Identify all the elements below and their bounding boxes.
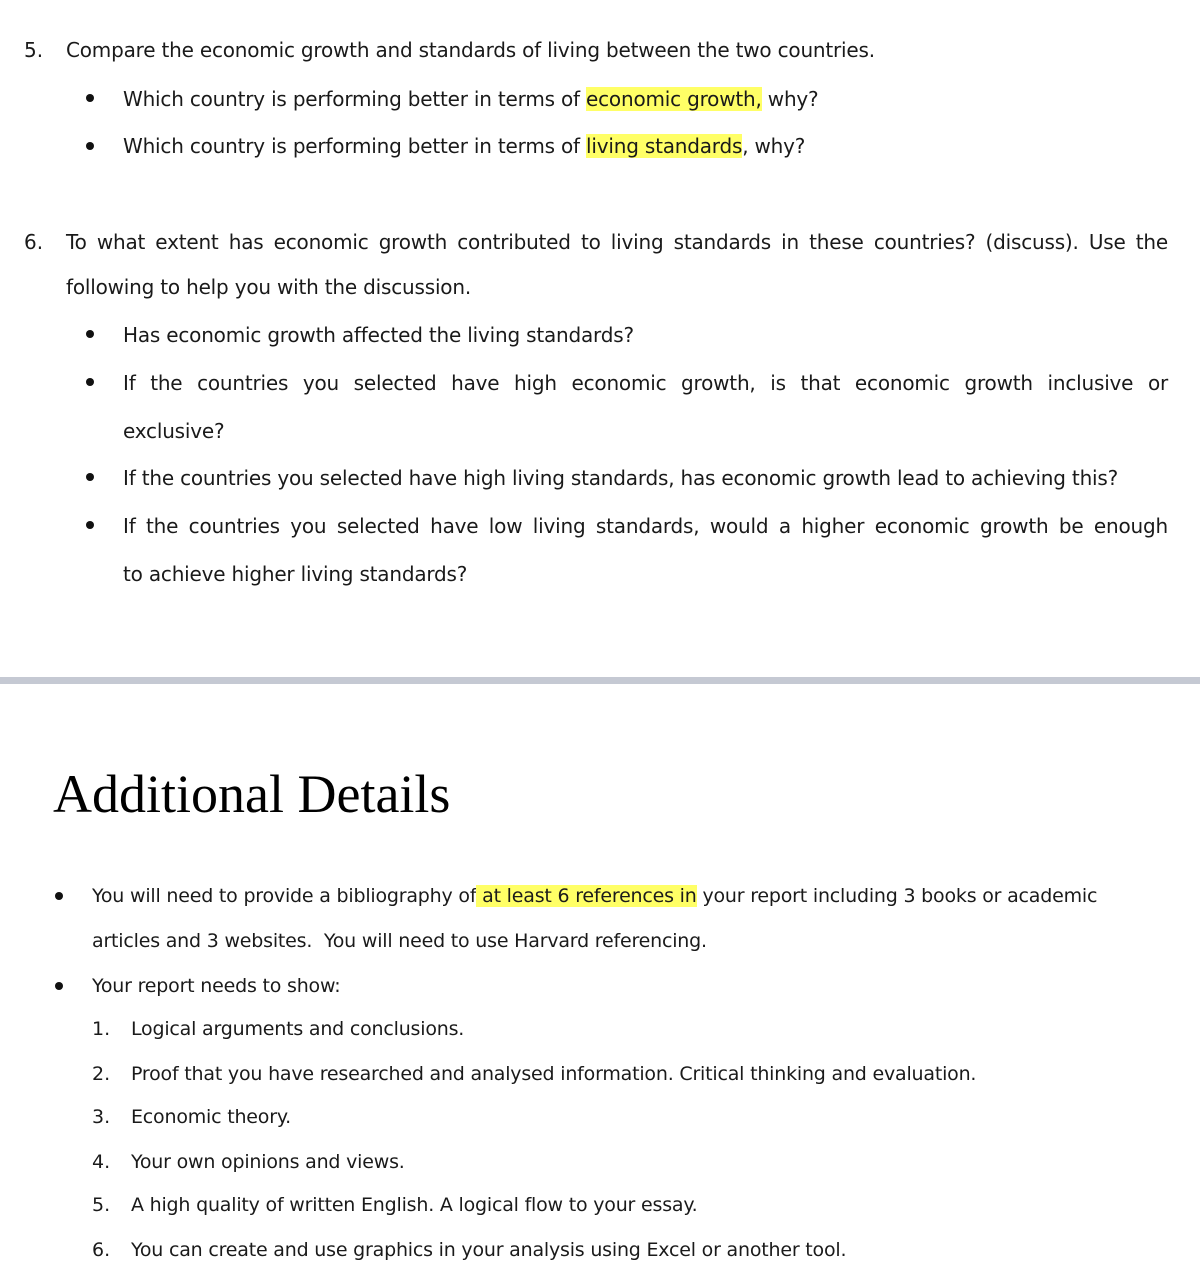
bullet-dot xyxy=(86,473,94,481)
bullet-dot xyxy=(55,982,63,990)
question-6-text-line-1: To what extent has economic growth contributed to living standards in these countries? (discuss). Use the xyxy=(66,230,1168,254)
page-break-divider xyxy=(0,677,1200,684)
question-5-bullet-1 xyxy=(123,87,818,111)
bullet-text: You will need to provide a bibliography of xyxy=(92,885,477,907)
list-item-text: Economic theory. xyxy=(131,1106,292,1128)
list-item-text: A high quality of written English. A logical flow to your essay. xyxy=(131,1194,698,1216)
list-item-text: Logical arguments and conclusions. xyxy=(131,1018,465,1040)
question-6-bullet-1: Has economic growth affected the living standards? xyxy=(123,323,634,347)
list-item-number: 5. xyxy=(92,1194,111,1216)
bullet-dot xyxy=(55,892,63,900)
additional-bullet-1-line-1 xyxy=(92,884,1097,908)
question-6-number: 6. xyxy=(24,230,44,254)
additional-bullet-1-line-2: articles and 3 websites. You will need to use Harvard referencing. xyxy=(92,930,707,952)
list-item-text: Proof that you have researched and analysed information. Critical thinking and evaluation. xyxy=(131,1063,977,1085)
question-5-number: 5. xyxy=(24,38,44,62)
question-6-bullet-4-line-1: If the countries you selected have low living standards, would a higher economic growth be enough xyxy=(123,514,1168,538)
bullet-text: Which country is performing better in terms of xyxy=(123,87,587,111)
bullet-dot xyxy=(86,94,94,102)
list-item-text: You can create and use graphics in your analysis using Excel or another tool. xyxy=(131,1239,847,1261)
highlighted-text: at least 6 references in xyxy=(476,885,697,907)
bullet-text: , why? xyxy=(742,134,806,158)
list-item-number: 4. xyxy=(92,1151,111,1173)
question-5-text: Compare the economic growth and standards of living between the two countries. xyxy=(66,38,875,62)
question-6-bullet-3: If the countries you selected have high living standards, has economic growth lead to achieving this? xyxy=(123,466,1119,490)
list-item-number: 3. xyxy=(92,1106,111,1128)
bullet-dot xyxy=(86,521,94,529)
list-item-number: 6. xyxy=(92,1239,111,1261)
bullet-dot xyxy=(86,330,94,338)
bullet-text: your report including 3 books or academic xyxy=(696,885,1098,907)
question-5-bullet-2 xyxy=(123,134,805,158)
question-6-bullet-4-line-2: to achieve higher living standards? xyxy=(123,562,468,586)
bullet-dot xyxy=(86,142,94,150)
additional-bullet-2: Your report needs to show: xyxy=(92,975,341,997)
question-6-bullet-2-line-1: If the countries you selected have high economic growth, is that economic growth inclusive or xyxy=(123,371,1168,395)
bullet-dot xyxy=(86,378,94,386)
section-heading: Additional Details xyxy=(53,764,451,824)
list-item-number: 2. xyxy=(92,1063,111,1085)
bullet-text: why? xyxy=(761,87,819,111)
question-6-bullet-2-line-2: exclusive? xyxy=(123,419,225,443)
list-item-text: Your own opinions and views. xyxy=(131,1151,405,1173)
highlighted-text: economic growth, xyxy=(586,87,762,111)
highlighted-text: living standards xyxy=(586,134,743,158)
bullet-text: Which country is performing better in terms of xyxy=(123,134,587,158)
question-6-text-line-2: following to help you with the discussion. xyxy=(66,275,471,299)
list-item-number: 1. xyxy=(92,1018,111,1040)
